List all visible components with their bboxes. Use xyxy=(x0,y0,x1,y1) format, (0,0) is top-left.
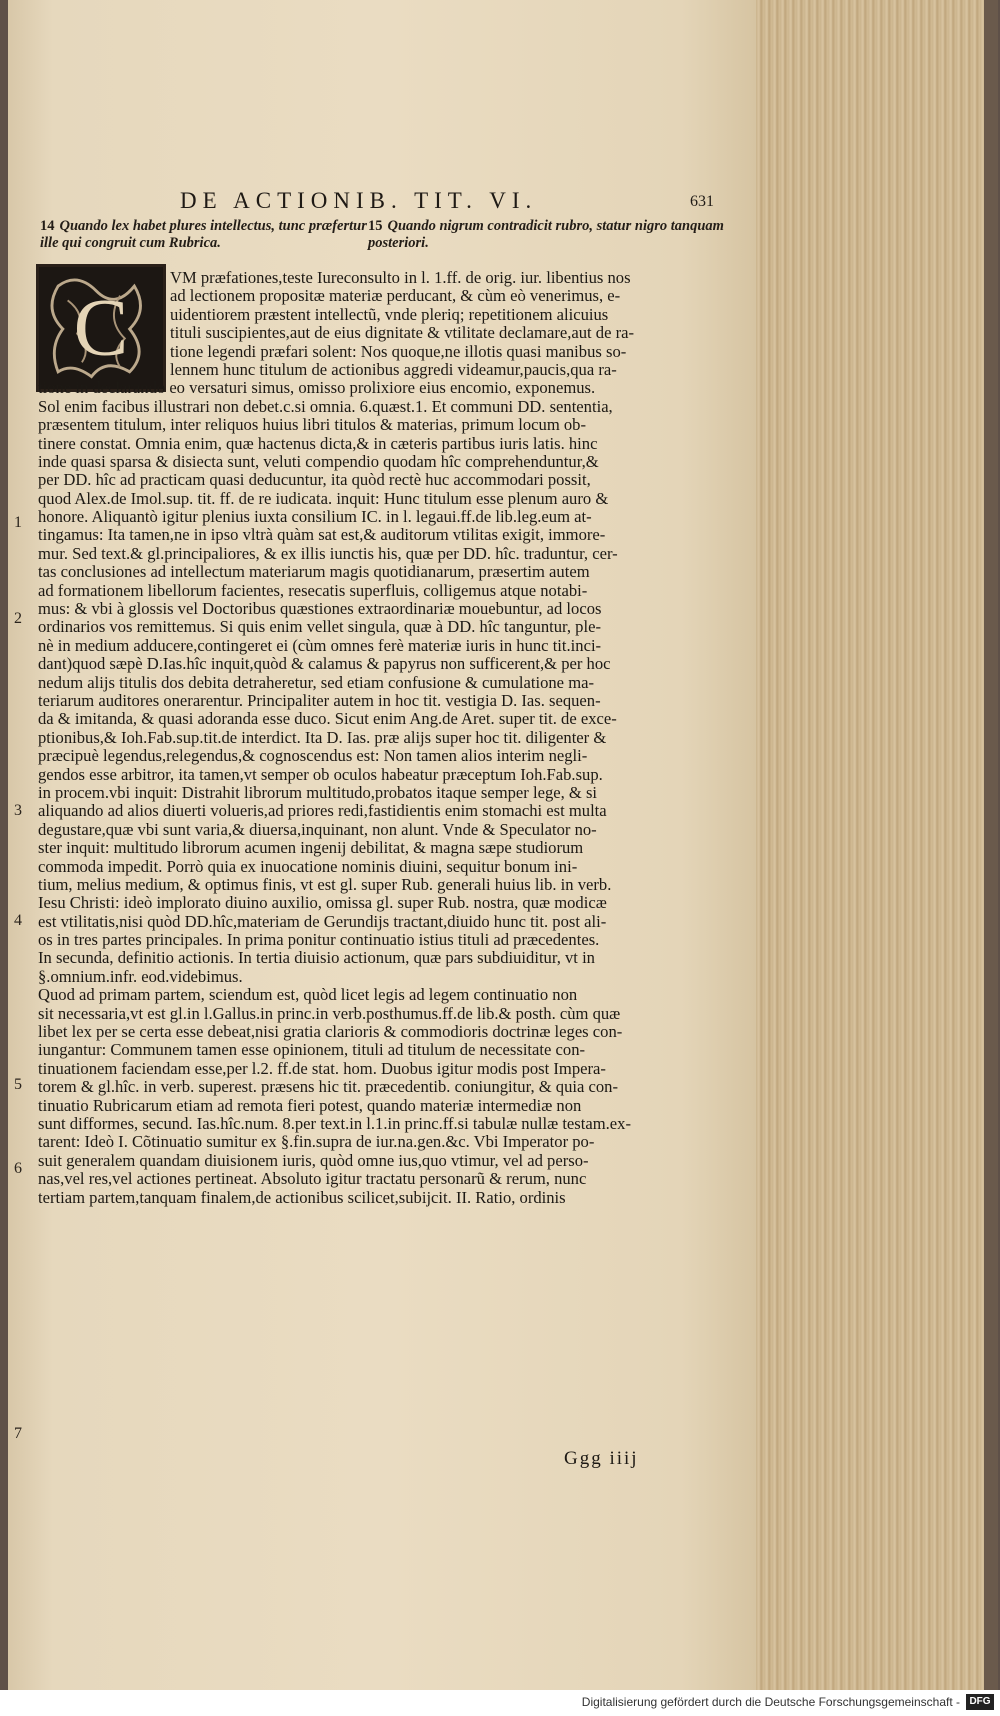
body-text xyxy=(38,269,736,1207)
text-line: dant)quod sæpè D.Ias.hîc inquit,quòd & calamus & papyrus non sufficerent,& per hoc xyxy=(38,654,611,674)
text-line: ster inquit: multitudo librorum acumen ingenij debilitat, & magna sæpe studiorum xyxy=(38,838,584,858)
text-line: per DD. hîc ad practicam quasi deducuntur, ita quòd rectè huc accommodari possit, xyxy=(38,470,591,490)
text-line: tium, melius medium, & optimus finis, vt est gl. super Rub. generali huius lib. in verb. xyxy=(38,874,612,894)
text-line: nè in medium adducere,contingeret ei (cùm omnes ferè materiæ iuris in hunc tit.inci- xyxy=(38,635,602,655)
text-line: quod Alex.de Imol.sup. tit. ff. de re iudicata. inquit: Hunc titulum esse plenum auro & xyxy=(38,488,609,508)
initial-letter: C xyxy=(73,281,129,373)
margin-number: 1 xyxy=(14,514,22,531)
text-line: Iesu Christi: ideò implorato diuino auxilio, omissa gl. super Rub. nostra, quæ modicæ xyxy=(38,893,607,913)
text-line: §.omnium.infr. eod.videbimus. xyxy=(38,966,243,986)
folio-number: 631 xyxy=(690,193,714,210)
text-line: honore. Aliquantò igitur plenius iuxta consilium IC. in l. legaui.ff.de lib.leg.eum at- xyxy=(38,507,592,527)
text-line: præcipuè legendus,relegendus,& cognoscendus est: Non tamen alios interim negli- xyxy=(38,746,588,766)
text-line: commoda impedit. Porrò quia ex inuocatione nominis diuini, sequitur bonum ini- xyxy=(38,856,578,876)
margin-number: 5 xyxy=(14,1076,22,1093)
text-line: mus: & vbi à glossis vel Doctoribus quæstiones extraordinariæ mouebuntur, ad locos xyxy=(38,599,602,619)
text-line: Quod ad primam partem, sciendum est, quòd licet legis ad legem continuatio non xyxy=(38,985,578,1005)
text-line: ad formationem libellorum facientes, resecatis superfluis, colligemus atque notabi- xyxy=(38,580,588,600)
text-line: ordinarios vos remittemus. Si quis enim vellet singula, quæ à DD. hîc tanguntur, ple- xyxy=(38,617,601,637)
text-line: tione legendi præfari solent: Nos quoque,ne illotis quasi manibus so- xyxy=(170,341,627,361)
text-line: torem & gl.hîc. in verb. superest. præsens hic tit. præcedentib. coniungitur, & quia con- xyxy=(38,1077,618,1097)
text-line: gendos esse arbitror, ita tamen,vt semper ob oculos habeatur præceptum Ioh.Fab.sup. xyxy=(38,764,603,784)
text-line: In secunda, definitio actionis. In tertia diuisio actionum, quæ pars subdiuiditur, vt in xyxy=(38,948,595,968)
text-line: tingamus: Ita tamen,ne in ipso vltrà quàm sat est,& auditorum vtilitas exigit, immore- xyxy=(38,525,606,545)
text-line: inde quasi sparsa & disiecta sunt, veluti compendio quodam hîc comprehenduntur,& xyxy=(38,451,599,471)
text-line: in procem.vbi inquit: Distrahit librorum multitudo,probatos itaque semper lege, & si xyxy=(38,782,598,802)
text-line: ad lectionem propositæ materiæ perducant, & cùm eò venerimus, e- xyxy=(170,286,621,306)
text-line: tinuationem faciendam esse,per l.2. ff.de stat. hom. Duobus igitur modis post Impera- xyxy=(38,1058,606,1078)
summary-text: Quando lex habet plures intellectus, tunc præfertur ille qui congruit cum Rubrica. xyxy=(40,218,367,251)
text-line: mur. Sed text.& gl.principaliores, & ex illis iunctis his, quæ per DD. hîc. traduntur, cer- xyxy=(38,543,618,563)
text-line: libet lex per se certa esse debeat,nisi gratia clarioris & commodioris doctrinæ leges con- xyxy=(38,1022,623,1042)
text-line: tinere constat. Omnia enim, quæ hactenus dicta,& in cæteris partibus iuris latis. hinc xyxy=(38,433,598,453)
text-line: tituli suscipientes,aut de eius dignitate & vtilitate declamare,aut de ra- xyxy=(170,323,635,343)
summary-number: 15 xyxy=(368,218,383,234)
dfg-logo: DFG xyxy=(966,1694,994,1710)
summary-14 xyxy=(40,218,370,252)
text-line: sunt difformes, secund. Ias.hîc.num. 8.per text.in l.1.in princ.ff.si tabulæ nullæ testam.ex- xyxy=(38,1113,631,1133)
text-line: tas conclusiones ad intellectum materiarum magis quotidianarum, præsertim autem xyxy=(38,562,590,582)
text-line: nas,vel res,vel actiones pertineat. Absoluto igitur tractatu personarũ & rerum, nunc xyxy=(38,1169,587,1189)
signature-mark: Ggg iiij xyxy=(564,1448,639,1469)
text-line: os in tres partes principales. In prima ponitur continuatio istius tituli ad præcedentes. xyxy=(38,930,600,950)
margin-number: 7 xyxy=(14,1425,22,1442)
text-line: iungantur: Communem tamen esse opinionem, tituli ad titulum de necessitate con- xyxy=(38,1040,586,1060)
text-line: teriarum auditores onerarentur. Principaliter autem in hoc tit. vestigia D. Ias. sequen- xyxy=(38,690,601,710)
text-line: nedum alijs titulis dos debita detraheretur, sed etiam confusione & cumulatione ma- xyxy=(38,672,594,692)
text-line: Sol enim facibus illustrari non debet.c.si omnia. 6.quæst.1. Et communi DD. sententia, xyxy=(38,396,613,416)
text-line: suit generalem quandam diuisionem iuris, quòd omne ius,quo vtimur, vel ad perso- xyxy=(38,1150,589,1170)
text-line: tertiam partem,tanquam finalem,de actionibus scilicet,subijcit. II. Ratio, ordinis xyxy=(38,1187,566,1207)
running-head: DE ACTIONIB. TIT. VI. xyxy=(180,188,538,213)
text-line: præsentem titulum, inter reliquos huius libri titulos & materias, primum locum ob- xyxy=(38,415,586,435)
text-line: aliquando ad alios diuerti volueris,ad priores redi,fastidientis enim stomachi est multa xyxy=(38,801,607,821)
text-line: degustare,quæ vbi sunt varia,& diuersa,inquinant, non alunt. Vnde & Speculator no- xyxy=(38,819,597,839)
margin-number: 6 xyxy=(14,1160,22,1177)
text-line: sit necessaria,vt est gl.in l.Gallus.in princ.in verb.posthumus.ff.de lib.& posth. cùm quæ xyxy=(38,1003,621,1023)
footer-credit: Digitalisierung gefördert durch die Deutsche Forschungsgemeinschaft - xyxy=(581,1695,960,1709)
margin-number: 4 xyxy=(14,912,22,929)
text-line: tarent: Ideò I. Cõtinuatio sumitur ex §.fin.supra de iur.na.gen.&c. Vbi Imperator po- xyxy=(38,1132,595,1152)
text-line: da & imitanda, & quasi adoranda esse duco. Sicut enim Ang.de Aret. super tit. de exce- xyxy=(38,709,617,729)
book-fore-edge xyxy=(756,0,992,1690)
text-line: tinuatio Rubricarum etiam ad remota fieri potest, quando materiæ intermediæ non xyxy=(38,1095,582,1115)
text-line: tione in declarando eo versaturi simus, omisso prolixiore eius encomio, exponemus. xyxy=(38,378,596,398)
margin-number: 3 xyxy=(14,802,22,819)
summary-text: Quando nigrum contradicit rubro, statur nigro tanquam posteriori. xyxy=(368,218,724,251)
margin-number: 2 xyxy=(14,610,22,627)
text-line: lennem hunc titulum de actionibus aggredi videamur,paucis,qua ra- xyxy=(170,359,617,379)
footer-bar xyxy=(0,1690,1000,1716)
text-line: est vtilitatis,nisi quòd DD.hîc,materiam de Gerundijs tractant,diuido hunc tit. post ali- xyxy=(38,911,607,931)
summary-number: 14 xyxy=(40,218,55,234)
summary-15 xyxy=(368,218,738,252)
text-line: ptionibus,& Ioh.Fab.sup.tit.de interdict. Ita D. Ias. præ alijs super hoc tit. diligenter & xyxy=(38,727,607,747)
text-line: uidentiorem præstent intellectũ, vnde pleriq; repetitionem alicuius xyxy=(170,304,609,324)
text-line: VM præfationes,teste Iureconsulto in l. 1.ff. de orig. iur. libentius nos xyxy=(170,268,631,287)
